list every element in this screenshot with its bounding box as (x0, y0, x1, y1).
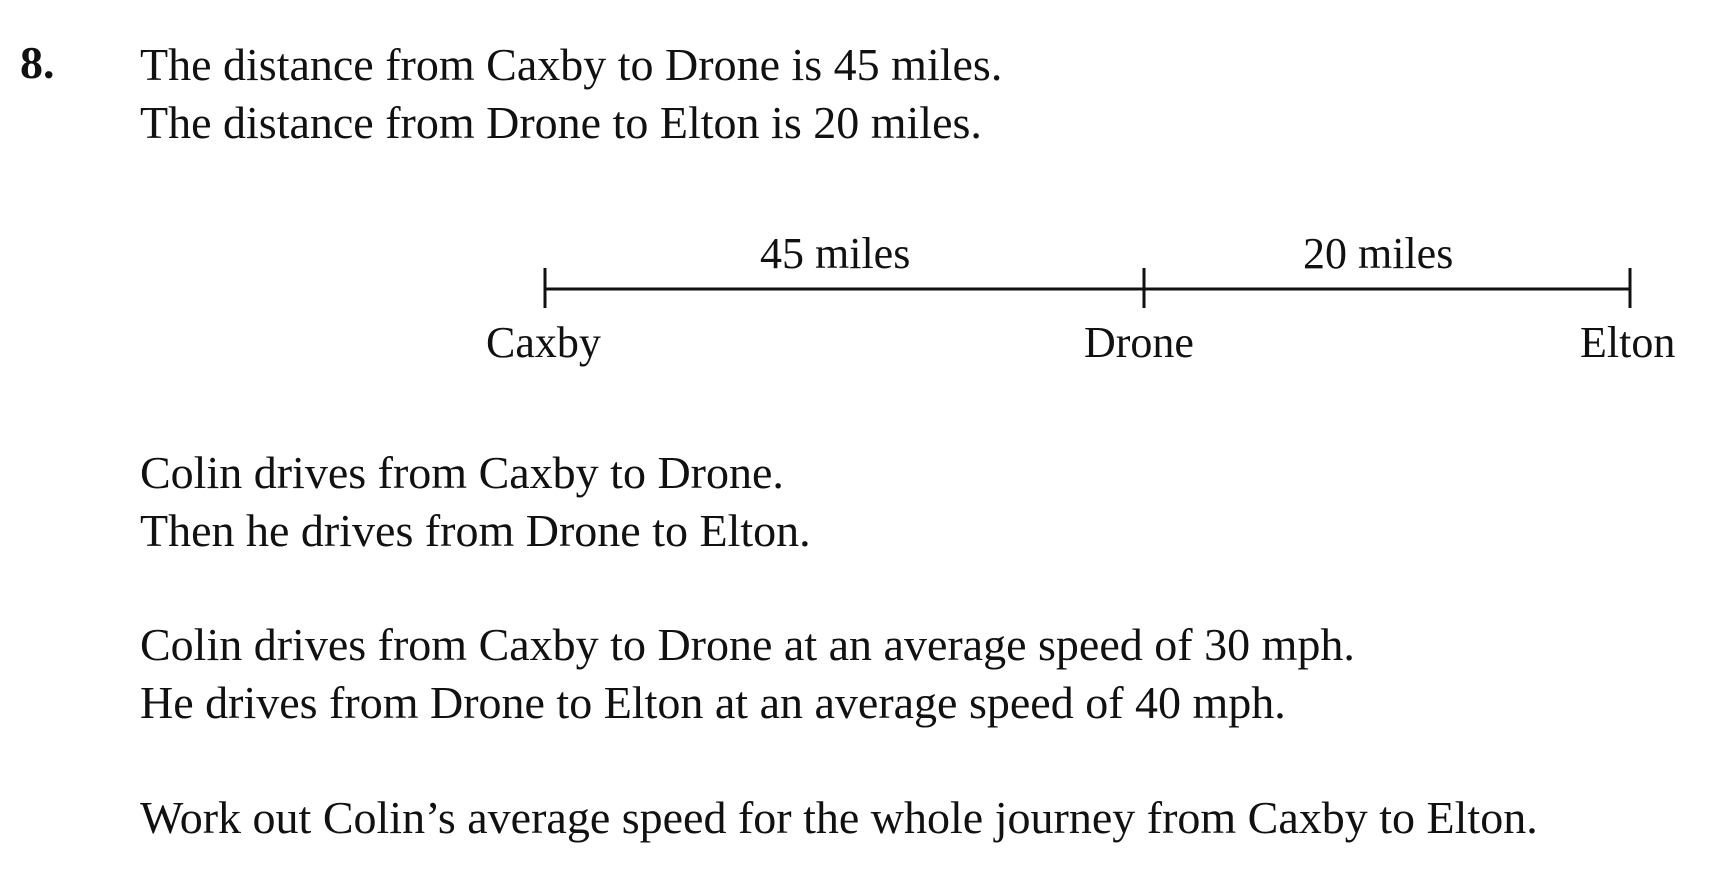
speed-line-1: Colin drives from Caxby to Drone at an average speed of 30 mph. (140, 619, 1355, 670)
town-label-elton: Elton (1580, 318, 1676, 367)
segment-label-drone-elton: 20 miles (1303, 229, 1454, 278)
segment-label-caxby-drone: 45 miles (760, 229, 911, 278)
question-number: 8. (20, 37, 55, 88)
speed-line-2: He drives from Drone to Elton at an average speed of 40 mph. (140, 677, 1286, 728)
task-line: Work out Colin’s average speed for the whole journey from Caxby to Elton. (140, 792, 1538, 843)
town-label-drone: Drone (1084, 318, 1194, 367)
intro-line-2: The distance from Drone to Elton is 20 miles. (140, 97, 982, 148)
town-label-caxby: Caxby (486, 318, 601, 367)
intro-line-1: The distance from Caxby to Drone is 45 miles. (140, 39, 1003, 90)
journey-line-1: Colin drives from Caxby to Drone. (140, 447, 784, 498)
journey-line-2: Then he drives from Drone to Elton. (140, 505, 811, 556)
